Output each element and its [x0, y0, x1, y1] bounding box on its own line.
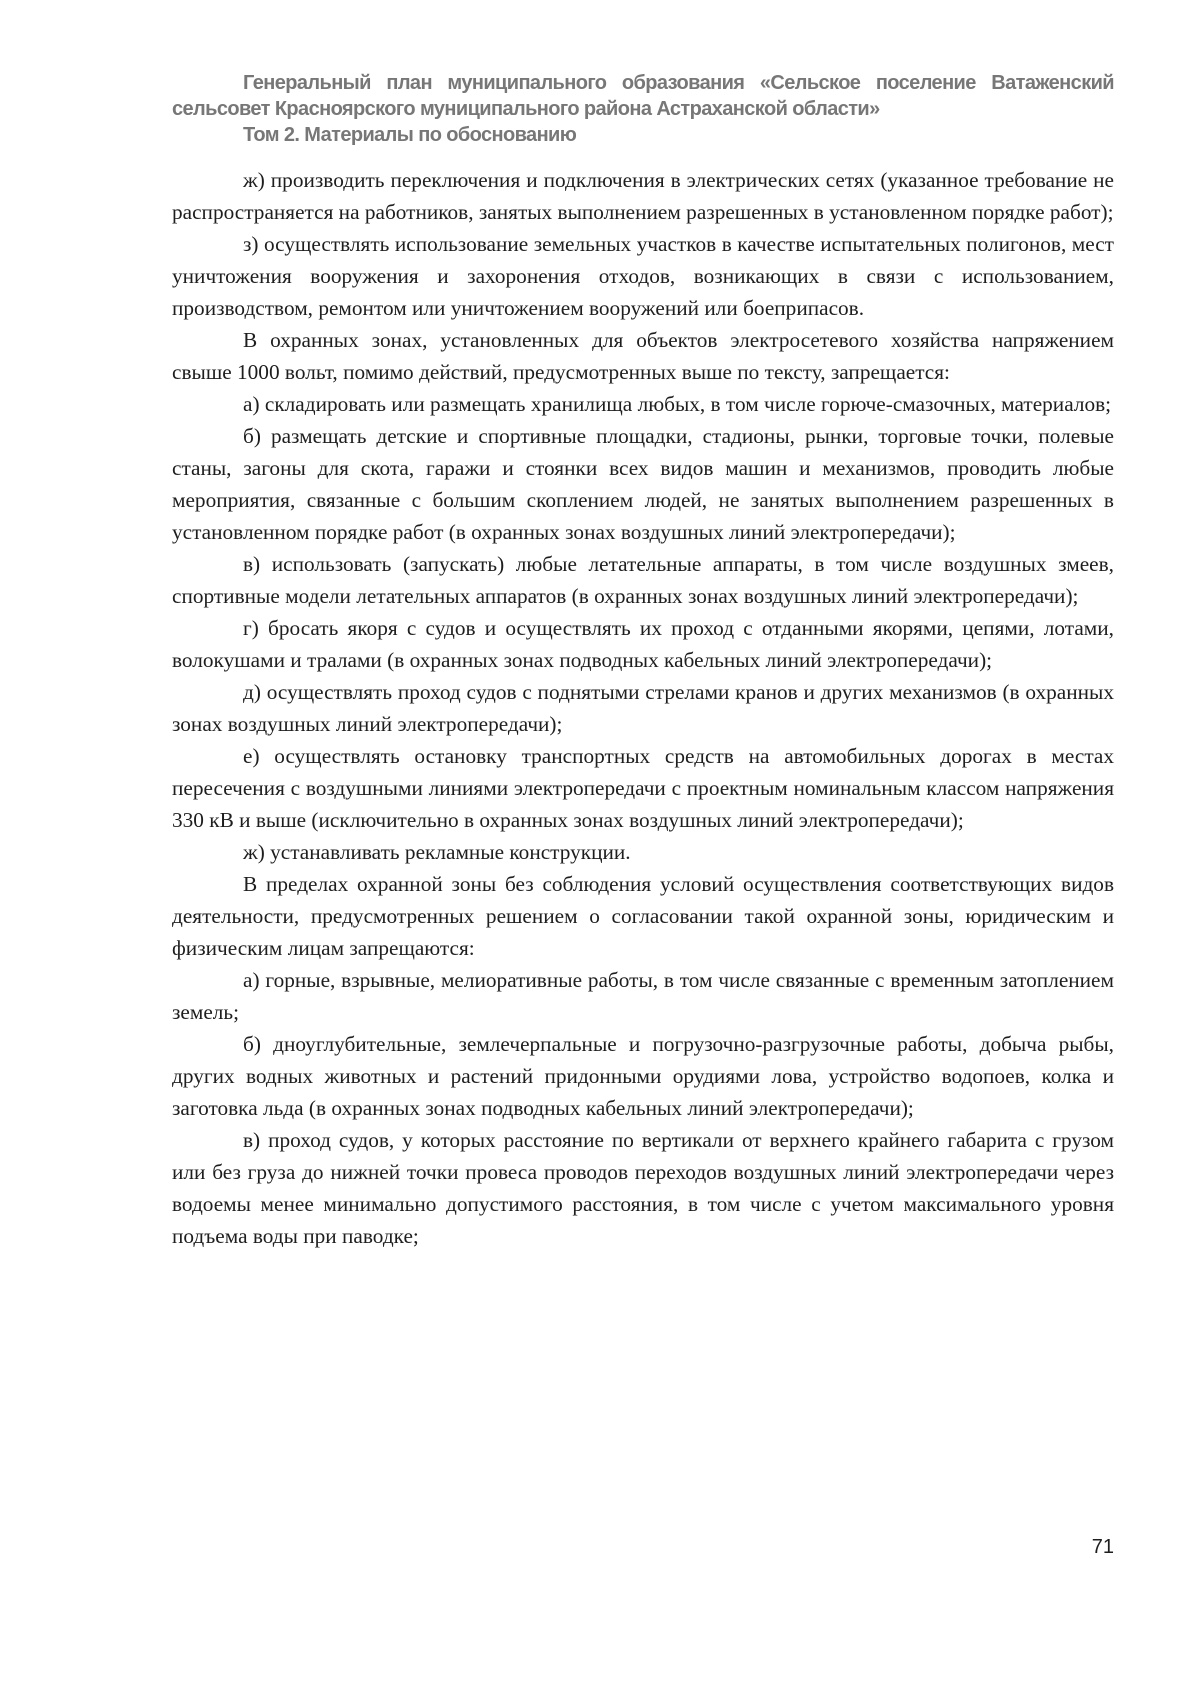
paragraph: ж) устанавливать рекламные конструкции. — [243, 840, 631, 864]
paragraph: а) складировать или размещать хранилища любых, в том числе горюче-смазочных, материалов; — [243, 392, 1112, 416]
page-number: 71 — [1091, 1536, 1114, 1558]
paragraph: ж) производить переключения и подключения в электрических сетях (указанное требование не распространяется на работников, занятых выполнением разрешенных в установленном порядке работ); — [172, 168, 1114, 224]
paragraph: В охранных зонах, установленных для объектов электросетевого хозяйства напряжением свыше 1000 вольт, помимо действий, предусмотренных выше по тексту, запрещается: — [172, 328, 1114, 384]
running-header — [172, 70, 1114, 148]
paragraph: В пределах охранной зоны без соблюдения условий осуществления соответствующих видов деятельности, предусмотренных решением о согласовании такой охранной зоны, юридическим и физическим лицам запрещаются: — [172, 872, 1114, 960]
paragraph: б) дноуглубительные, землечерпальные и погрузочно-разгрузочные работы, добыча рыбы, других водных животных и растений придонными орудиями лова, устройство водопоев, колка и заготовка льда (в охранных зонах подводных кабельных линий электропередачи); — [172, 1032, 1114, 1120]
header-title-line-2: сельсовет Красноярского муниципального района Астраханской области» — [172, 98, 880, 120]
paragraph: д) осуществлять проход судов с поднятыми стрелами кранов и других механизмов (в охранных зонах воздушных линий электропередачи); — [172, 680, 1114, 736]
paragraph: а) горные, взрывные, мелиоративные работы, в том числе связанные с временным затоплением земель; — [172, 968, 1114, 1024]
header-volume-line: Том 2. Материалы по обоснованию — [243, 124, 577, 146]
paragraph: з) осуществлять использование земельных участков в качестве испытательных полигонов, мест уничтожения вооружения и захоронения отходов, возникающих в связи с использованием, производством, ремонтом или уничтожением вооружений или боеприпасов. — [172, 232, 1114, 320]
paragraph: б) размещать детские и спортивные площадки, стадионы, рынки, торговые точки, полевые станы, загоны для скота, гаражи и стоянки всех видов машин и механизмов, проводить любые мероприятия, связанные с большим скоплением людей, не занятых выполнением разрешенных в установленном порядке работ (в охранных зонах воздушных линий электропередачи); — [172, 424, 1114, 544]
paragraph: в) проход судов, у которых расстояние по вертикали от верхнего крайнего габарита с грузом или без груза до нижней точки провеса проводов переходов воздушных линий электропередачи через водоемы менее минимально допустимого расстояния, в том числе с учетом максимального уровня подъема воды при паводке; — [172, 1128, 1114, 1248]
header-title-line-1: Генеральный план муниципального образования «Сельское поселение Ватаженский — [243, 72, 1114, 94]
paragraph: г) бросать якоря с судов и осуществлять их проход с отданными якорями, цепями, лотами, волокушами и тралами (в охранных зонах подводных кабельных линий электропередачи); — [172, 616, 1114, 672]
body-text — [172, 164, 1114, 1252]
paragraph: в) использовать (запускать) любые летательные аппараты, в том числе воздушных змеев, спортивные модели летательных аппаратов (в охранных зонах воздушных линий электропередачи); — [172, 552, 1114, 608]
paragraph: е) осуществлять остановку транспортных средств на автомобильных дорогах в местах пересечения с воздушными линиями электропередачи с проектным номинальным классом напряжения 330 кВ и выше (исключительно в охранных зонах воздушных линий электропередачи); — [172, 744, 1114, 832]
